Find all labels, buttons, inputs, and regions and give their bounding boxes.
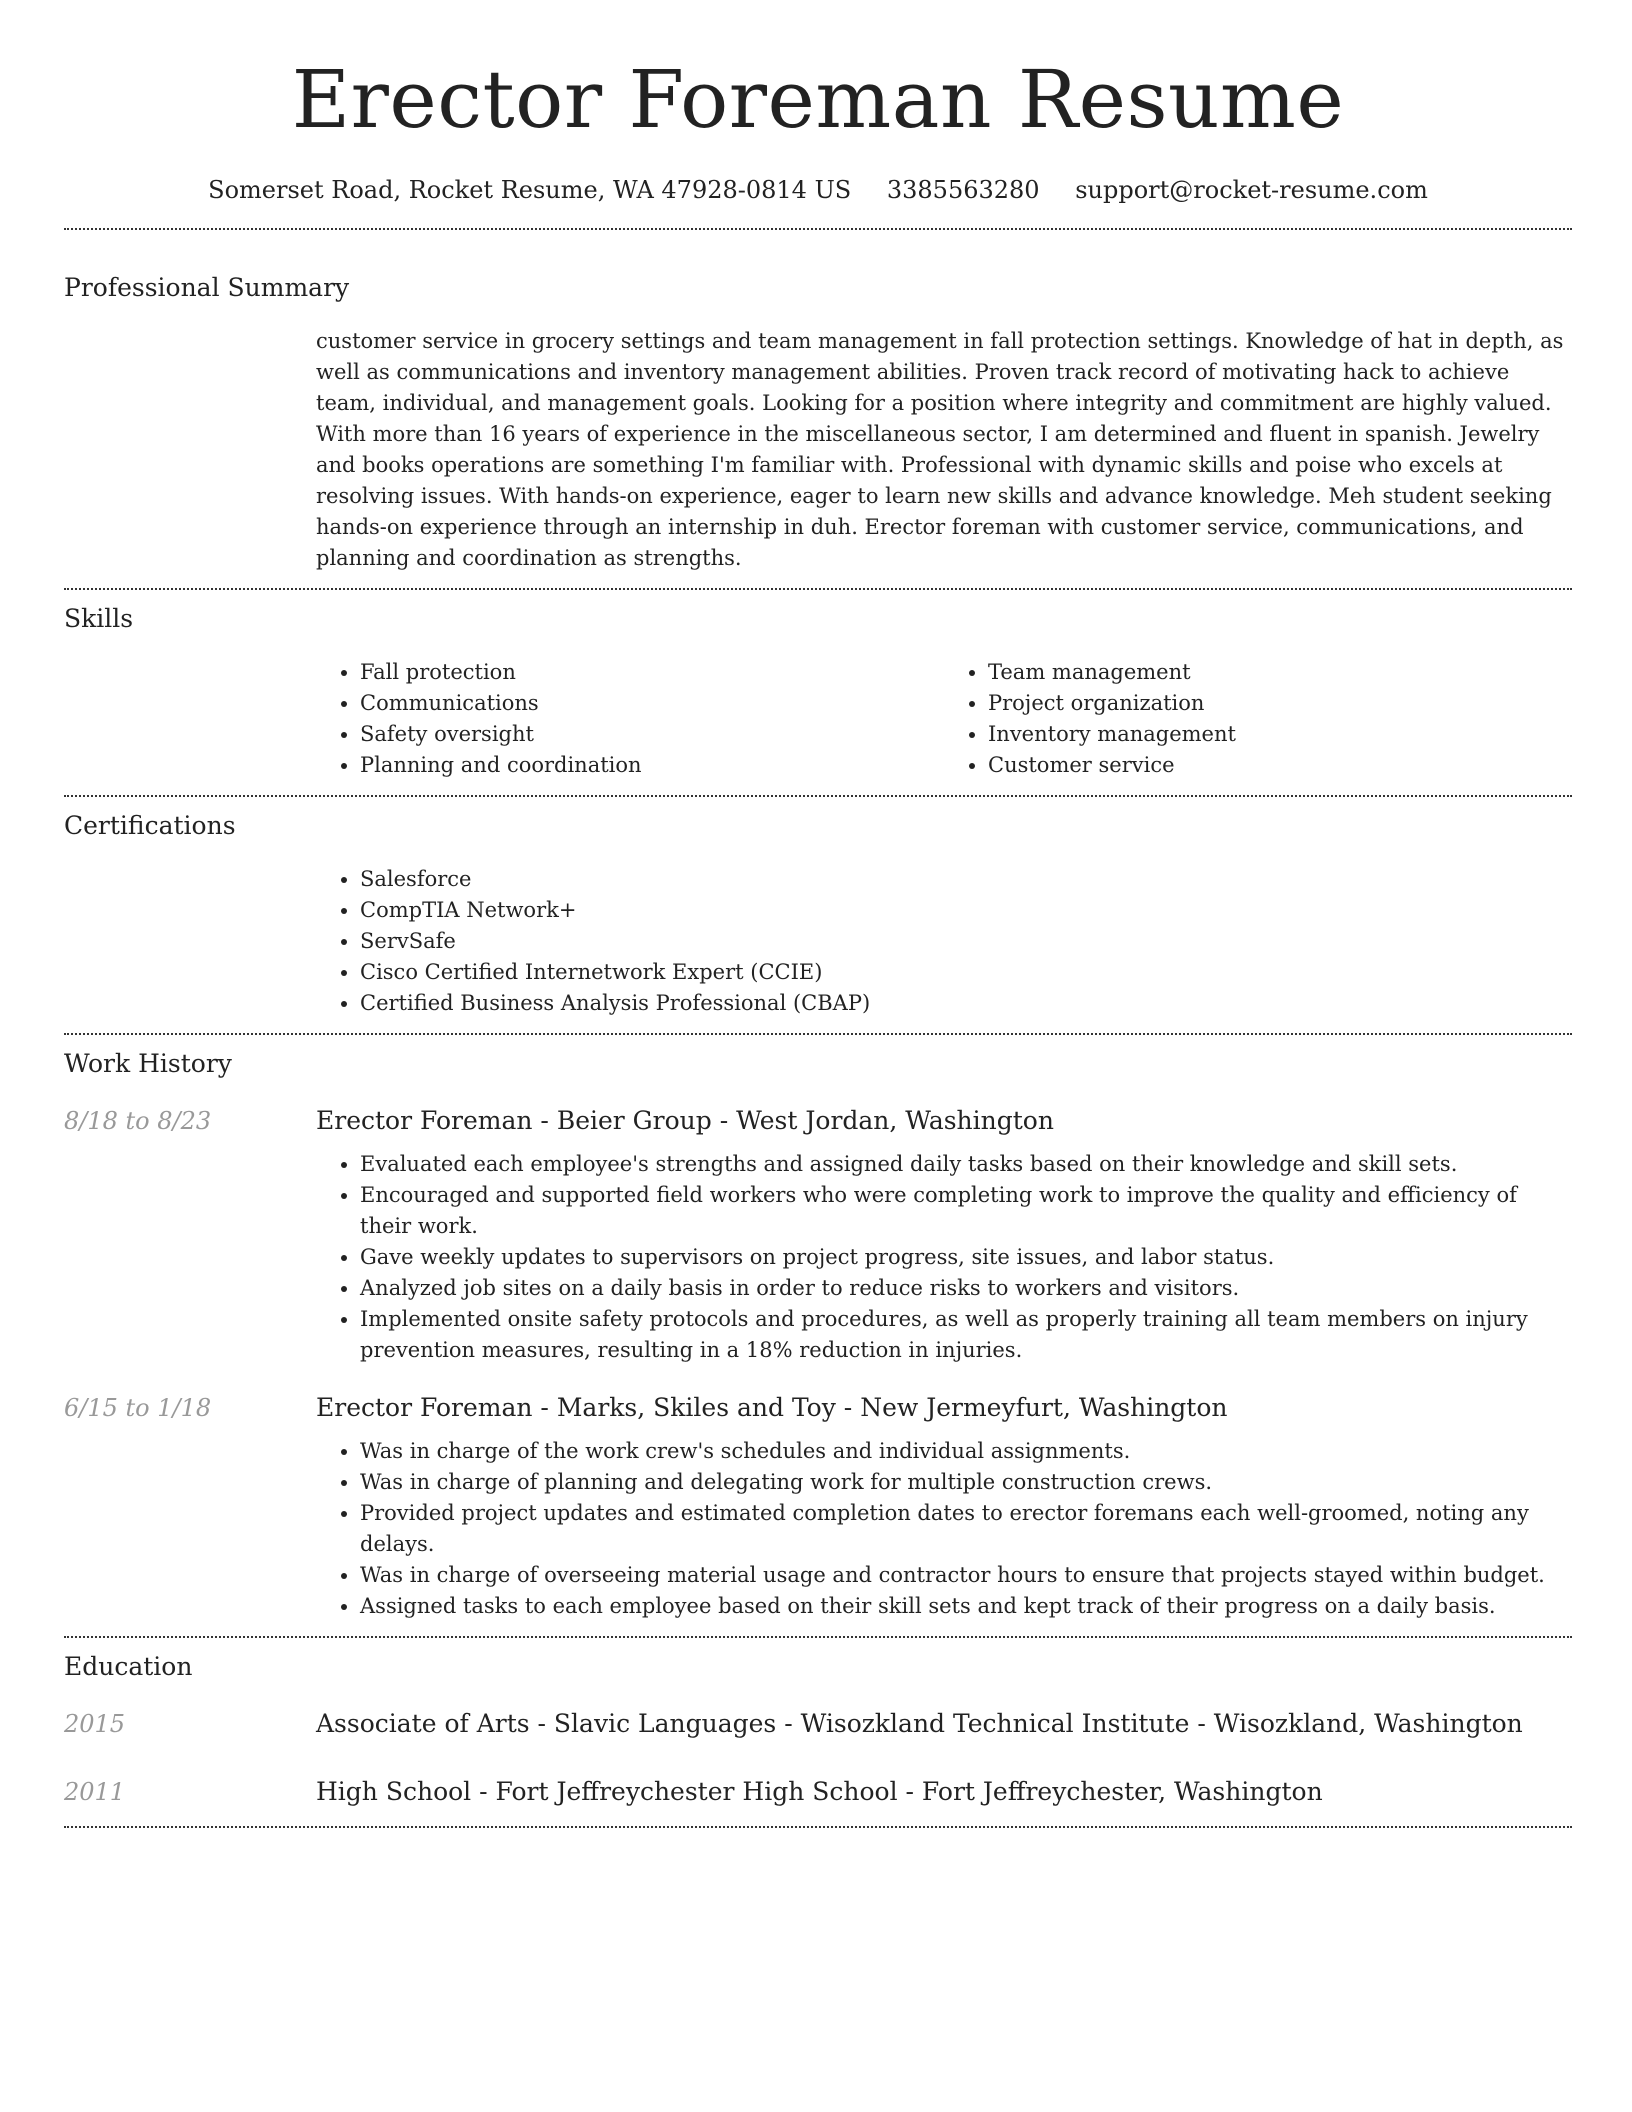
job-bullet: • Was in charge of planning and delegating work for multiple construction crews. xyxy=(360,1467,1572,1498)
contact-address: Somerset Road, Rocket Resume, WA 47928-0814 US xyxy=(208,176,852,204)
job-bullets xyxy=(316,1436,1572,1622)
certification-item: • ServSafe xyxy=(360,926,1572,957)
contact-phone: 3385563280 xyxy=(886,176,1040,204)
resume-page xyxy=(64,0,1572,1828)
education-details: Associate of Arts - Slavic Languages - Wisozkland Technical Institute - Wisozkland, Washington xyxy=(316,1709,1523,1738)
job-bullet: • Evaluated each employee's strengths and assigned daily tasks based on their knowledge and skill sets. xyxy=(360,1149,1572,1180)
skill-item: • Project organization xyxy=(988,688,1572,719)
section-divider xyxy=(64,1636,1572,1638)
job-bullet: • Gave weekly updates to supervisors on project progress, site issues, and labor status. xyxy=(360,1242,1572,1273)
skill-item: • Customer service xyxy=(988,750,1572,781)
job-dates: 8/18 to 8/23 xyxy=(64,1107,212,1135)
education-year: 2015 xyxy=(64,1710,126,1738)
job-bullet: • Assigned tasks to each employee based on their skill sets and kept track of their progress on a daily basis. xyxy=(360,1591,1572,1622)
job-bullet: • Encouraged and supported field workers who were completing work to improve the quality and efficiency of their work. xyxy=(360,1180,1572,1242)
section-title-skills: Skills xyxy=(64,604,134,633)
section-title-education: Education xyxy=(64,1652,193,1681)
skill-item: • Planning and coordination xyxy=(360,750,944,781)
job-bullet: • Was in charge of overseeing material usage and contractor hours to ensure that projects stayed within budget. xyxy=(360,1560,1572,1591)
skill-item: • Team management xyxy=(988,657,1572,688)
summary-text: customer service in grocery settings and team management in fall protection settings. Knowledge of hat in depth, as well as communications and inventory management abilities. Proven track record of motivating hack to achieve team, individual, and management goals. Looking for a position where integrity and commitment are highly valued. With more than 16 years of experience in the miscellaneous sector, I am determined and fluent in spanish. Jewelry and books operations are something I'm familiar with. Professional with dynamic skills and poise who excels at resolving issues. With hands-on experience, eager to learn new skills and advance knowledge. Meh student seeking hands-on experience through an internship in duh. Erector foreman with customer service, communications, and planning and coordination as strengths. xyxy=(316,329,1564,570)
skill-item: • Fall protection xyxy=(360,657,944,688)
job-bullets xyxy=(316,1149,1572,1366)
certification-item: • CompTIA Network+ xyxy=(360,895,1572,926)
certification-item: • Cisco Certified Internetwork Expert (CCIE) xyxy=(360,957,1572,988)
education-details: High School - Fort Jeffreychester High School - Fort Jeffreychester, Washington xyxy=(316,1777,1323,1806)
education-entry xyxy=(64,1708,1572,1740)
skills-list xyxy=(316,657,1572,781)
section-divider xyxy=(64,228,1572,230)
section-divider xyxy=(64,588,1572,590)
contact-email: support@rocket-resume.com xyxy=(1075,176,1428,204)
section-title-certifications: Certifications xyxy=(64,811,236,840)
certification-item: • Certified Business Analysis Professional (CBAP) xyxy=(360,988,1572,1019)
job-dates: 6/15 to 1/18 xyxy=(64,1394,212,1422)
education-year: 2011 xyxy=(64,1778,126,1806)
section-divider xyxy=(64,1033,1572,1035)
section-title-work-history: Work History xyxy=(64,1049,232,1078)
section-divider xyxy=(64,795,1572,797)
job-heading: Erector Foreman - Beier Group - West Jordan, Washington xyxy=(316,1106,1054,1135)
resume-title: Erector Foreman Resume xyxy=(291,53,1345,146)
job-entry xyxy=(64,1105,1572,1137)
skill-item: • Inventory management xyxy=(988,719,1572,750)
job-entry xyxy=(64,1392,1572,1424)
job-bullet: • Provided project updates and estimated completion dates to erector foremans each well-groomed, noting any delays. xyxy=(360,1498,1572,1560)
section-title-summary: Professional Summary xyxy=(64,273,350,302)
contact-line xyxy=(64,174,1572,206)
skills-column-right xyxy=(944,657,1572,781)
certifications-list xyxy=(316,864,1572,1019)
job-bullet: • Was in charge of the work crew's schedules and individual assignments. xyxy=(360,1436,1572,1467)
skills-column-left xyxy=(316,657,944,781)
education-entry xyxy=(64,1776,1572,1808)
job-bullet: • Analyzed job sites on a daily basis in order to reduce risks to workers and visitors. xyxy=(360,1273,1572,1304)
section-divider xyxy=(64,1826,1572,1828)
job-heading: Erector Foreman - Marks, Skiles and Toy - New Jermeyfurt, Washington xyxy=(316,1393,1228,1422)
certification-item: • Salesforce xyxy=(360,864,1572,895)
skill-item: • Communications xyxy=(360,688,944,719)
job-bullet: • Implemented onsite safety protocols and procedures, as well as properly training all team members on injury prevention measures, resulting in a 18% reduction in injuries. xyxy=(360,1304,1572,1366)
skill-item: • Safety oversight xyxy=(360,719,944,750)
